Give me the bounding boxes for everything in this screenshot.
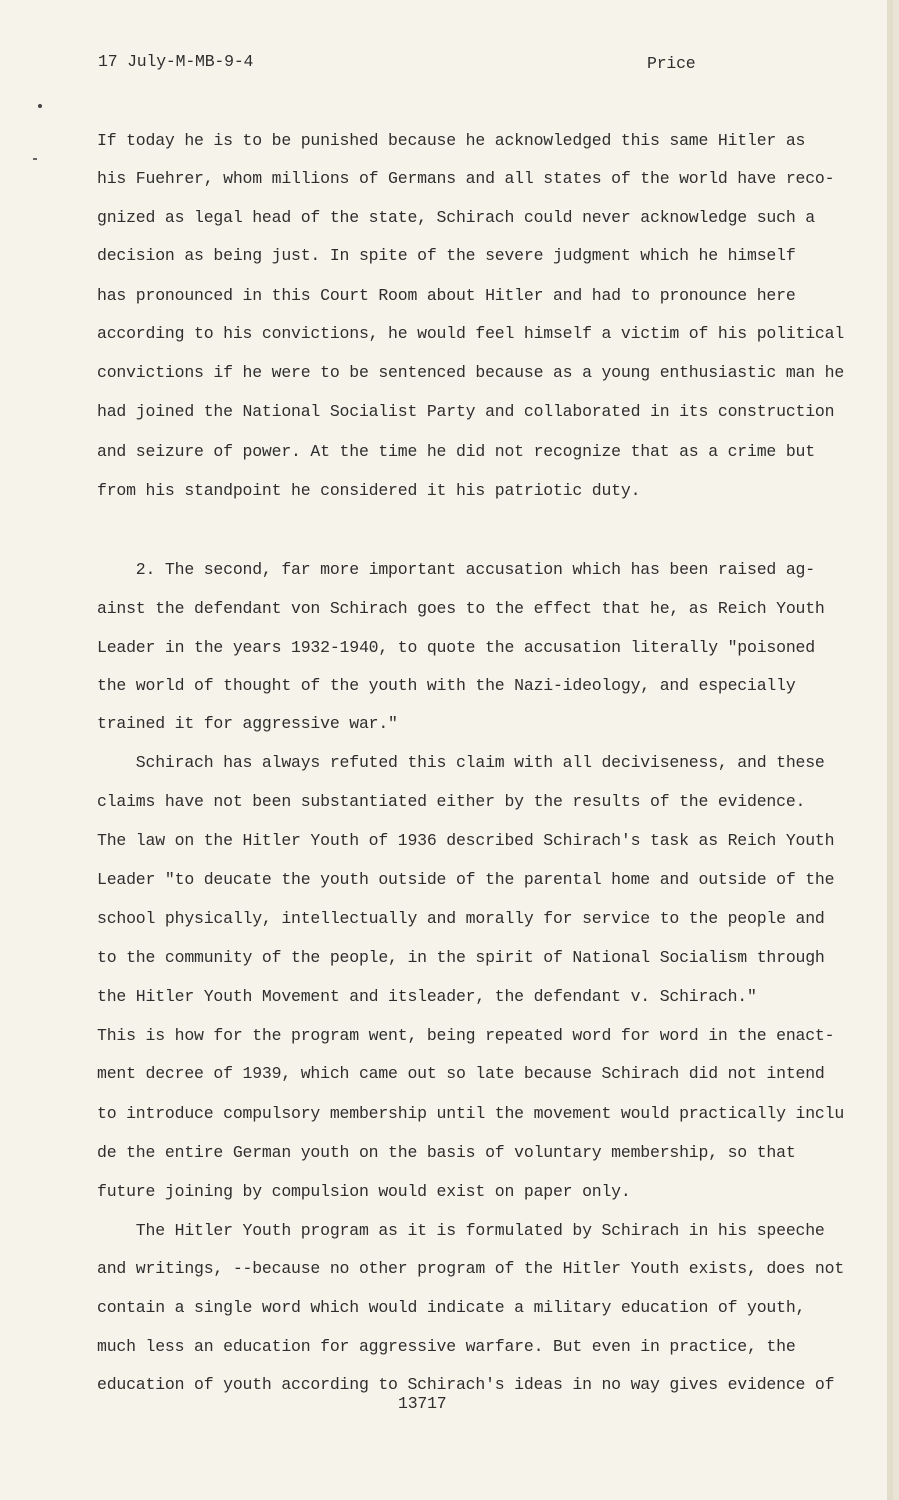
text-line: had joined the National Socialist Party and collaborated in its construction bbox=[97, 402, 835, 421]
text-line: future joining by compulsion would exist on paper only. bbox=[97, 1182, 631, 1201]
text-line: ment decree of 1939, which came out so late because Schirach did not intend bbox=[97, 1064, 825, 1083]
page-number: 13717 bbox=[398, 1394, 447, 1413]
text-line: 2. The second, far more important accusation which has been raised ag- bbox=[97, 560, 815, 579]
text-line: has pronounced in this Court Room about Hitler and had to pronounce here bbox=[97, 286, 796, 305]
text-line: Leader in the years 1932-1940, to quote the accusation literally "poisoned bbox=[97, 638, 815, 657]
text-line: claims have not been substantiated either by the results of the evidence. bbox=[97, 792, 806, 811]
text-line: and seizure of power. At the time he did not recognize that as a crime but bbox=[97, 442, 815, 461]
text-line: Schirach has always refuted this claim with all deciviseness, and these bbox=[97, 753, 825, 772]
text-line: according to his convictions, he would feel himself a victim of his political bbox=[97, 324, 845, 343]
text-line: If today he is to be punished because he acknowledged this same Hitler as bbox=[97, 131, 806, 150]
text-line: to the community of the people, in the spirit of National Socialism through bbox=[97, 948, 825, 967]
text-line: gnized as legal head of the state, Schirach could never acknowledge such a bbox=[97, 208, 815, 227]
text-line: decision as being just. In spite of the severe judgment which he himself bbox=[97, 246, 796, 265]
text-line: the Hitler Youth Movement and itsleader, the defendant v. Schirach." bbox=[97, 987, 757, 1006]
text-line: trained it for aggressive war." bbox=[97, 714, 398, 733]
text-line: The law on the Hitler Youth of 1936 described Schirach's task as Reich Youth bbox=[97, 831, 835, 850]
text-line: and writings, --because no other program of the Hitler Youth exists, does not bbox=[97, 1259, 845, 1278]
text-line: contain a single word which would indicate a military education of youth, bbox=[97, 1298, 806, 1317]
text-line: his Fuehrer, whom millions of Germans and all states of the world have reco- bbox=[97, 169, 835, 188]
text-line: school physically, intellectually and morally for service to the people and bbox=[97, 909, 825, 928]
margin-mark bbox=[38, 104, 42, 108]
document-reference: 17 July-M-MB-9-4 bbox=[98, 52, 254, 71]
text-line: much less an education for aggressive warfare. But even in practice, the bbox=[97, 1337, 796, 1356]
text-line: ainst the defendant von Schirach goes to the effect that he, as Reich Youth bbox=[97, 599, 825, 618]
text-line: the world of thought of the youth with the Nazi-ideology, and especially bbox=[97, 676, 796, 695]
text-line: from his standpoint he considered it his patriotic duty. bbox=[97, 481, 641, 500]
text-line: de the entire German youth on the basis of voluntary membership, so that bbox=[97, 1143, 796, 1162]
text-line: The Hitler Youth program as it is formulated by Schirach in his speeche bbox=[97, 1221, 825, 1240]
text-line: education of youth according to Schirach's ideas in no way gives evidence of bbox=[97, 1375, 835, 1394]
text-line: This is how for the program went, being repeated word for word in the enact- bbox=[97, 1026, 835, 1045]
text-line: Leader "to deucate the youth outside of the parental home and outside of the bbox=[97, 870, 835, 889]
speaker-name: Price bbox=[647, 54, 696, 73]
text-line: convictions if he were to be sentenced because as a young enthusiastic man he bbox=[97, 363, 845, 382]
text-line: to introduce compulsory membership until the movement would practically inclu bbox=[97, 1104, 845, 1123]
margin-tick bbox=[33, 158, 37, 160]
